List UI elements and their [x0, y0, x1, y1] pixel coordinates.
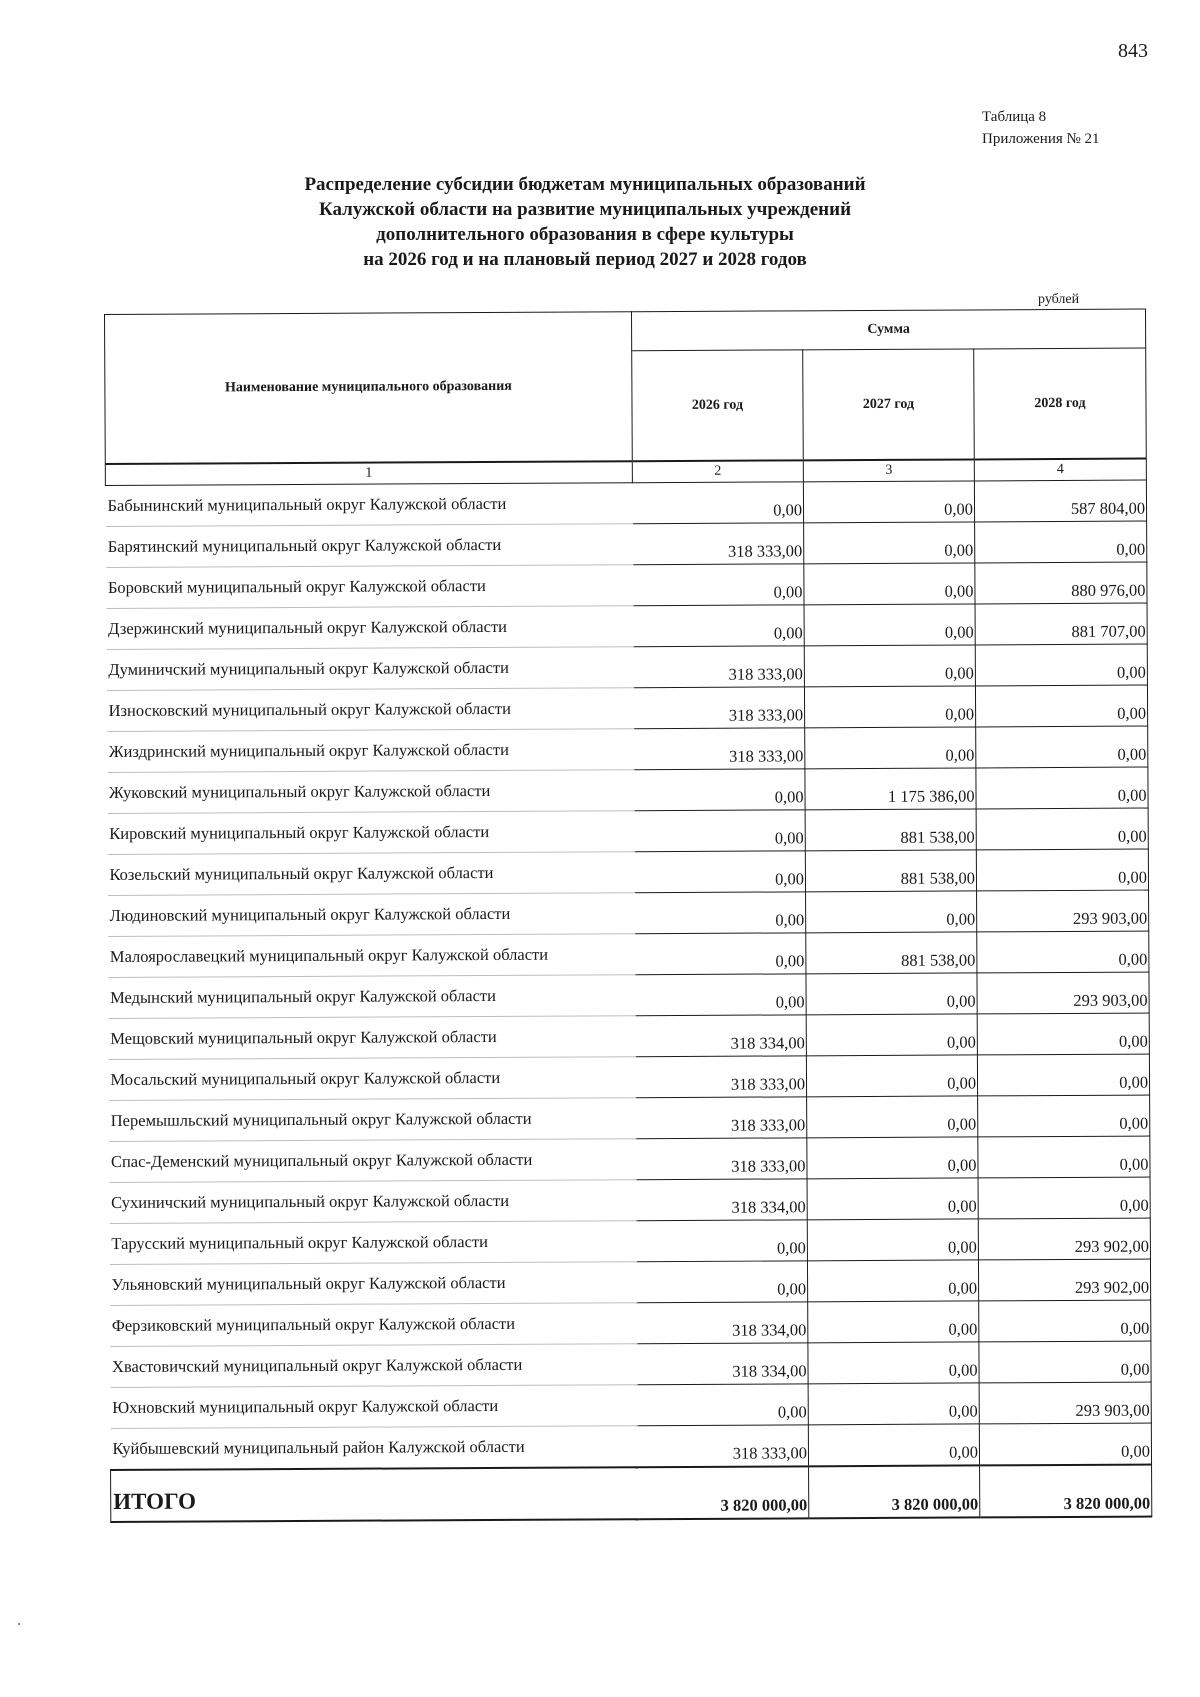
municipality-name: Жуковский муниципальный округ Калужской области [107, 770, 634, 814]
amount-2026: 0,00 [637, 1384, 808, 1426]
amount-2026: 0,00 [633, 605, 804, 647]
amount-2028: 0,00 [975, 644, 1147, 686]
table-row [108, 931, 1149, 977]
amount-2027: 881 538,00 [805, 850, 976, 892]
table-row [109, 1218, 1150, 1264]
table-row [105, 480, 1146, 526]
table-body [105, 480, 1151, 1522]
amount-2026: 318 334,00 [636, 1179, 807, 1221]
amount-2028: 881 707,00 [975, 603, 1147, 645]
amount-2027: 0,00 [804, 522, 975, 564]
amount-2026: 318 334,00 [637, 1302, 808, 1344]
amount-2028: 0,00 [976, 726, 1148, 768]
table-row [106, 644, 1147, 690]
municipality-name: Перемышльский муниципальный округ Калужской области [109, 1098, 636, 1142]
amount-2026: 318 333,00 [634, 728, 805, 770]
header-year-2027: 2027 год [803, 349, 975, 460]
amount-2028: 0,00 [976, 808, 1148, 850]
table-row [108, 1013, 1149, 1059]
total-2028: 3 820 000,00 [980, 1465, 1152, 1518]
amount-2027: 0,00 [808, 1301, 979, 1343]
municipality-name: Людиновский муниципальный округ Калужской области [108, 893, 635, 937]
amount-2027: 0,00 [807, 1219, 978, 1261]
municipality-name: Мещовский муниципальный округ Калужской области [108, 1016, 635, 1060]
header-year-2026: 2026 год [632, 350, 804, 461]
amount-2026: 0,00 [634, 810, 805, 852]
municipality-name: Куйбышевский муниципальный район Калужской области [110, 1426, 637, 1470]
table-reference-line: Таблица 8 [982, 109, 1047, 125]
amount-2028: 0,00 [979, 1341, 1151, 1383]
table-row [106, 685, 1147, 731]
title-line: дополнительного образования в сфере культуры [376, 224, 794, 245]
subsidy-table [104, 309, 1152, 1523]
municipality-name: Ульяновский муниципальный округ Калужской области [109, 1262, 636, 1306]
amount-2027: 0,00 [806, 973, 977, 1015]
column-number: 1 [105, 461, 632, 485]
amount-2028: 0,00 [976, 849, 1148, 891]
amount-2027: 0,00 [806, 1014, 977, 1056]
municipality-name: Жиздринский муниципальный округ Калужской области [107, 729, 634, 773]
table-row [110, 1382, 1151, 1428]
amount-2027: 0,00 [804, 563, 975, 605]
municipality-name: Медынский муниципальный округ Калужской области [108, 975, 635, 1019]
municipality-name: Козельский муниципальный округ Калужской области [107, 852, 634, 896]
header-municipality: Наименование муниципального образования [105, 312, 633, 464]
municipality-name: Боровский муниципальный округ Калужской области [106, 565, 633, 609]
amount-2026: 0,00 [635, 892, 806, 934]
amount-2026: 0,00 [634, 769, 805, 811]
amount-2026: 318 333,00 [636, 1097, 807, 1139]
table-row [110, 1300, 1151, 1346]
amount-2028: 293 903,00 [979, 1382, 1151, 1424]
table-row [110, 1423, 1151, 1470]
amount-2027: 0,00 [807, 1096, 978, 1138]
amount-2027: 0,00 [804, 645, 975, 687]
municipality-name: Бабынинский муниципальный округ Калужской области [105, 483, 632, 527]
amount-2027: 0,00 [805, 727, 976, 769]
amount-2026: 0,00 [635, 933, 806, 975]
amount-2027: 0,00 [807, 1137, 978, 1179]
table-row [109, 1177, 1150, 1223]
amount-2028: 0,00 [977, 1054, 1149, 1096]
table-row [107, 767, 1148, 813]
amount-2027: 0,00 [804, 686, 975, 728]
table-row [107, 726, 1148, 772]
table-row [107, 808, 1148, 854]
amount-2028: 880 976,00 [975, 562, 1147, 604]
amount-2028: 0,00 [977, 931, 1149, 973]
title-line: Распределение субсидии бюджетам муниципальных образований [304, 174, 866, 195]
amount-2027: 0,00 [804, 604, 975, 646]
amount-2026: 0,00 [635, 974, 806, 1016]
municipality-name: Хвастовичский муниципальный округ Калужской области [110, 1344, 637, 1388]
municipality-name: Барятинский муниципальный округ Калужской области [106, 524, 633, 568]
municipality-name: Мосальский муниципальный округ Калужской области [108, 1057, 635, 1101]
amount-2026: 318 333,00 [633, 687, 804, 729]
amount-2027: 0,00 [806, 891, 977, 933]
amount-2028: 0,00 [978, 1095, 1150, 1137]
scan-speck [18, 1623, 20, 1625]
total-2027: 3 820 000,00 [809, 1465, 980, 1518]
municipality-name: Спас-Деменский муниципальный округ Калужской области [109, 1139, 636, 1183]
table-row [106, 521, 1147, 567]
municipality-name: Кировский муниципальный округ Калужской области [107, 811, 634, 855]
appendix-reference-line: Приложения № 21 [982, 131, 1100, 147]
amount-2027: 0,00 [807, 1260, 978, 1302]
table-row [109, 1259, 1150, 1305]
amount-2026: 318 333,00 [635, 1056, 806, 1098]
amount-2026: 0,00 [636, 1261, 807, 1303]
title-line: на 2026 год и на плановый период 2027 и 2028 годов [363, 249, 807, 270]
municipality-name: Сухиничский муниципальный округ Калужской области [109, 1180, 636, 1224]
amount-2027: 1 175 386,00 [805, 768, 976, 810]
column-number: 4 [974, 459, 1146, 481]
municipality-name: Малоярославецкий муниципальный округ Калужской области [108, 934, 635, 978]
table-row [109, 1095, 1150, 1141]
amount-2028: 0,00 [979, 1423, 1151, 1465]
municipality-name: Юхновский муниципальный округ Калужской области [110, 1385, 637, 1429]
municipality-name: Дзержинский муниципальный округ Калужской области [106, 606, 633, 650]
amount-2026: 0,00 [633, 564, 804, 606]
amount-2028: 0,00 [978, 1136, 1150, 1178]
column-number: 3 [803, 459, 974, 481]
document-title [180, 172, 990, 272]
total-label: ИТОГО [111, 1467, 638, 1522]
amount-2028: 0,00 [975, 685, 1147, 727]
amount-2026: 318 333,00 [633, 646, 804, 688]
amount-2028: 0,00 [979, 1300, 1151, 1342]
amount-2027: 0,00 [808, 1383, 979, 1425]
amount-2028: 0,00 [977, 1013, 1149, 1055]
amount-2028: 293 902,00 [978, 1259, 1150, 1301]
amount-2028: 293 903,00 [977, 890, 1149, 932]
table-row [106, 562, 1147, 608]
amount-2028: 293 903,00 [977, 972, 1149, 1014]
amount-2026: 0,00 [634, 851, 805, 893]
amount-2027: 0,00 [803, 481, 974, 523]
amount-2028: 587 804,00 [974, 480, 1146, 522]
amount-2027: 0,00 [807, 1178, 978, 1220]
amount-2028: 0,00 [978, 1177, 1150, 1219]
municipality-name: Износковский муниципальный округ Калужской области [106, 688, 633, 732]
table-row [107, 849, 1148, 895]
table-row [110, 1341, 1151, 1387]
table-row [108, 1054, 1149, 1100]
amount-2026: 318 334,00 [637, 1343, 808, 1385]
title-line: Калужской области на развитие муниципальных учреждений [318, 199, 852, 220]
table-header [105, 309, 1147, 485]
municipality-name: Тарусский муниципальный округ Калужской области [109, 1221, 636, 1265]
amount-2027: 0,00 [808, 1424, 979, 1466]
table-reference [982, 106, 1100, 150]
amount-2026: 318 333,00 [633, 523, 804, 565]
amount-2027: 0,00 [808, 1342, 979, 1384]
municipality-name: Ферзиковский муниципальный округ Калужской области [110, 1303, 637, 1347]
amount-2028: 293 902,00 [978, 1218, 1150, 1260]
header-year-2028: 2028 год [974, 348, 1147, 459]
amount-2028: 0,00 [976, 767, 1148, 809]
municipality-name: Думиничский муниципальный округ Калужской области [106, 647, 633, 691]
header-sum: Сумма [631, 309, 1145, 351]
total-2026: 3 820 000,00 [638, 1466, 809, 1519]
table-row [109, 1136, 1150, 1182]
table-row [108, 890, 1149, 936]
amount-2026: 318 333,00 [637, 1425, 808, 1467]
table-row [108, 972, 1149, 1018]
total-row [111, 1465, 1152, 1522]
column-number: 2 [632, 460, 803, 482]
amount-2026: 0,00 [632, 482, 803, 524]
amount-2026: 318 334,00 [635, 1015, 806, 1057]
table-row [106, 603, 1147, 649]
amount-2028: 0,00 [975, 521, 1147, 563]
amount-2027: 0,00 [806, 1055, 977, 1097]
page-number: 843 [1118, 40, 1148, 62]
amount-2027: 881 538,00 [805, 809, 976, 851]
currency-unit: рублей [1038, 292, 1080, 307]
amount-2027: 881 538,00 [806, 932, 977, 974]
amount-2026: 0,00 [636, 1220, 807, 1262]
amount-2026: 318 333,00 [636, 1138, 807, 1180]
